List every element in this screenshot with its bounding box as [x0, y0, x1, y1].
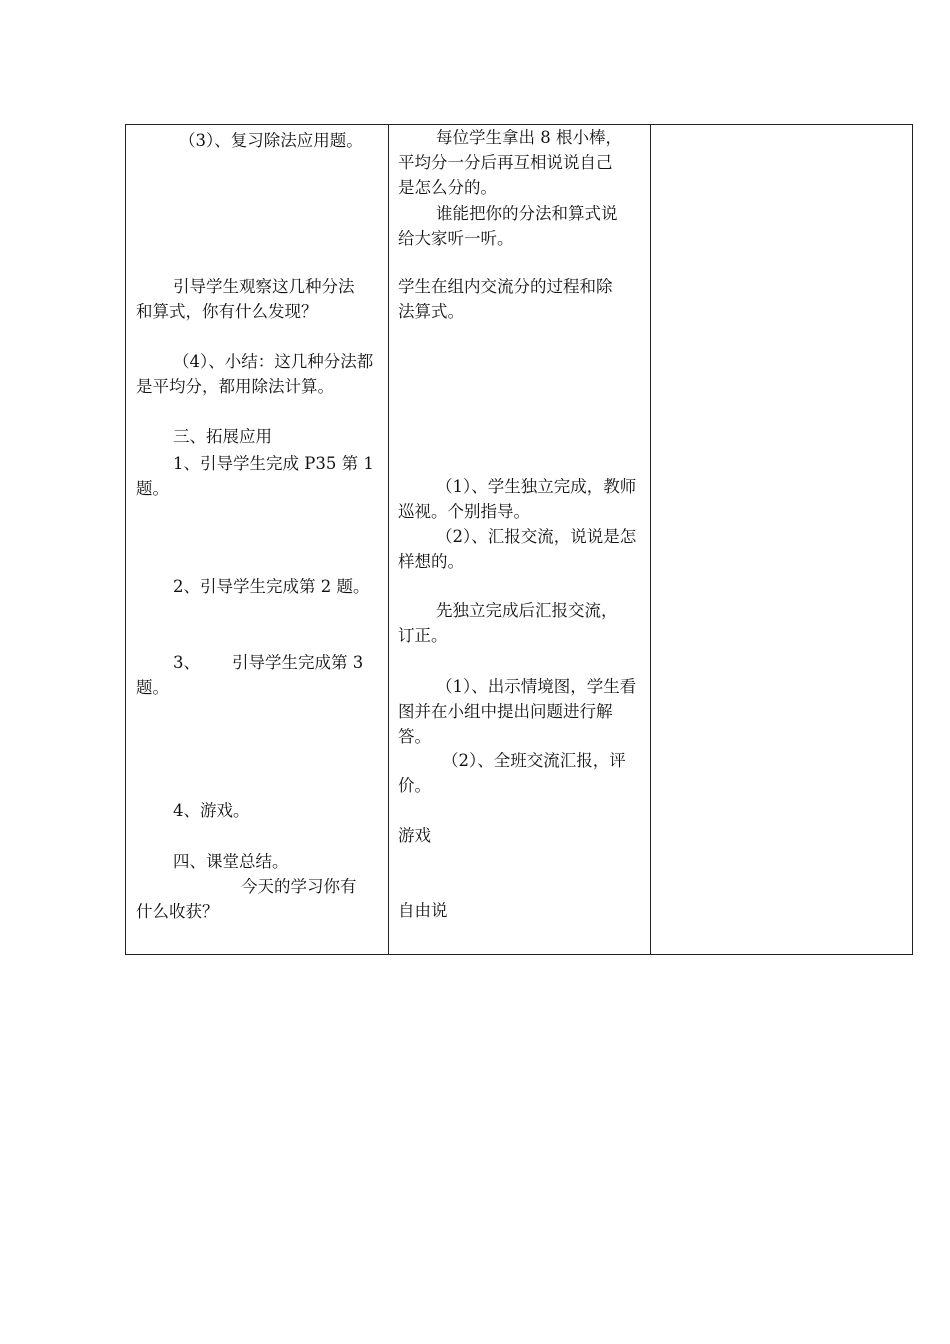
column-divider: [388, 125, 389, 954]
text-line: 1、引导学生完成 P35 第 1: [173, 454, 374, 473]
text-line: 是怎么分的。: [398, 178, 497, 197]
text-line: 4、游戏。: [173, 801, 250, 820]
text-line: 法算式。: [398, 302, 464, 321]
text-line: 自由说: [398, 901, 448, 920]
text-line: 图并在小组中提出问题进行解: [398, 702, 613, 721]
text-line: 引导学生观察这几种分法: [173, 277, 355, 296]
text-line: 平均分一分后再互相说说自己: [398, 153, 613, 172]
text-line: 学生在组内交流分的过程和除: [398, 277, 613, 296]
text-line: （3）、复习除法应用题。: [179, 131, 363, 150]
text-line: 巡视。个别指导。: [398, 502, 530, 521]
text-line: （4）、小结：这几种分法都: [173, 352, 374, 371]
text-line: 是平均分，都用除法计算。: [136, 377, 334, 396]
section-heading: 四、课堂总结。: [173, 852, 289, 871]
text-line: 价。: [398, 776, 431, 795]
section-heading: 三、拓展应用: [173, 427, 272, 446]
text-line: 什么收获？: [136, 902, 219, 921]
text-line: 题。: [136, 479, 169, 498]
text-line: 订正。: [398, 626, 448, 645]
text-line: 谁能把你的分法和算式说: [436, 204, 618, 223]
text-line: 答。: [398, 727, 431, 746]
text-line: 给大家听一听。: [398, 229, 514, 248]
text-line: （1）、学生独立完成，教师: [436, 477, 637, 496]
text-line: 每位学生拿出 8 根小棒，: [436, 128, 622, 147]
text-line: 今天的学习你有: [241, 877, 357, 896]
text-line: 和算式，你有什么发现？: [136, 302, 318, 321]
text-line: （2）、汇报交流，说说是怎: [436, 527, 637, 546]
column-divider: [650, 125, 651, 954]
text-line: 先独立完成后汇报交流，: [436, 601, 618, 620]
text-line: （2）、全班交流汇报，评: [442, 751, 626, 770]
text-line: 引导学生完成第 3: [232, 653, 364, 672]
text-line: 样想的。: [398, 552, 464, 571]
text-line: 3、: [173, 653, 200, 672]
lesson-plan-table: [125, 124, 913, 955]
text-line: 2、引导学生完成第 2 题。: [173, 577, 370, 596]
text-line: 游戏: [398, 826, 431, 845]
text-line: （1）、出示情境图，学生看: [436, 677, 637, 696]
text-line: 题。: [136, 678, 169, 697]
